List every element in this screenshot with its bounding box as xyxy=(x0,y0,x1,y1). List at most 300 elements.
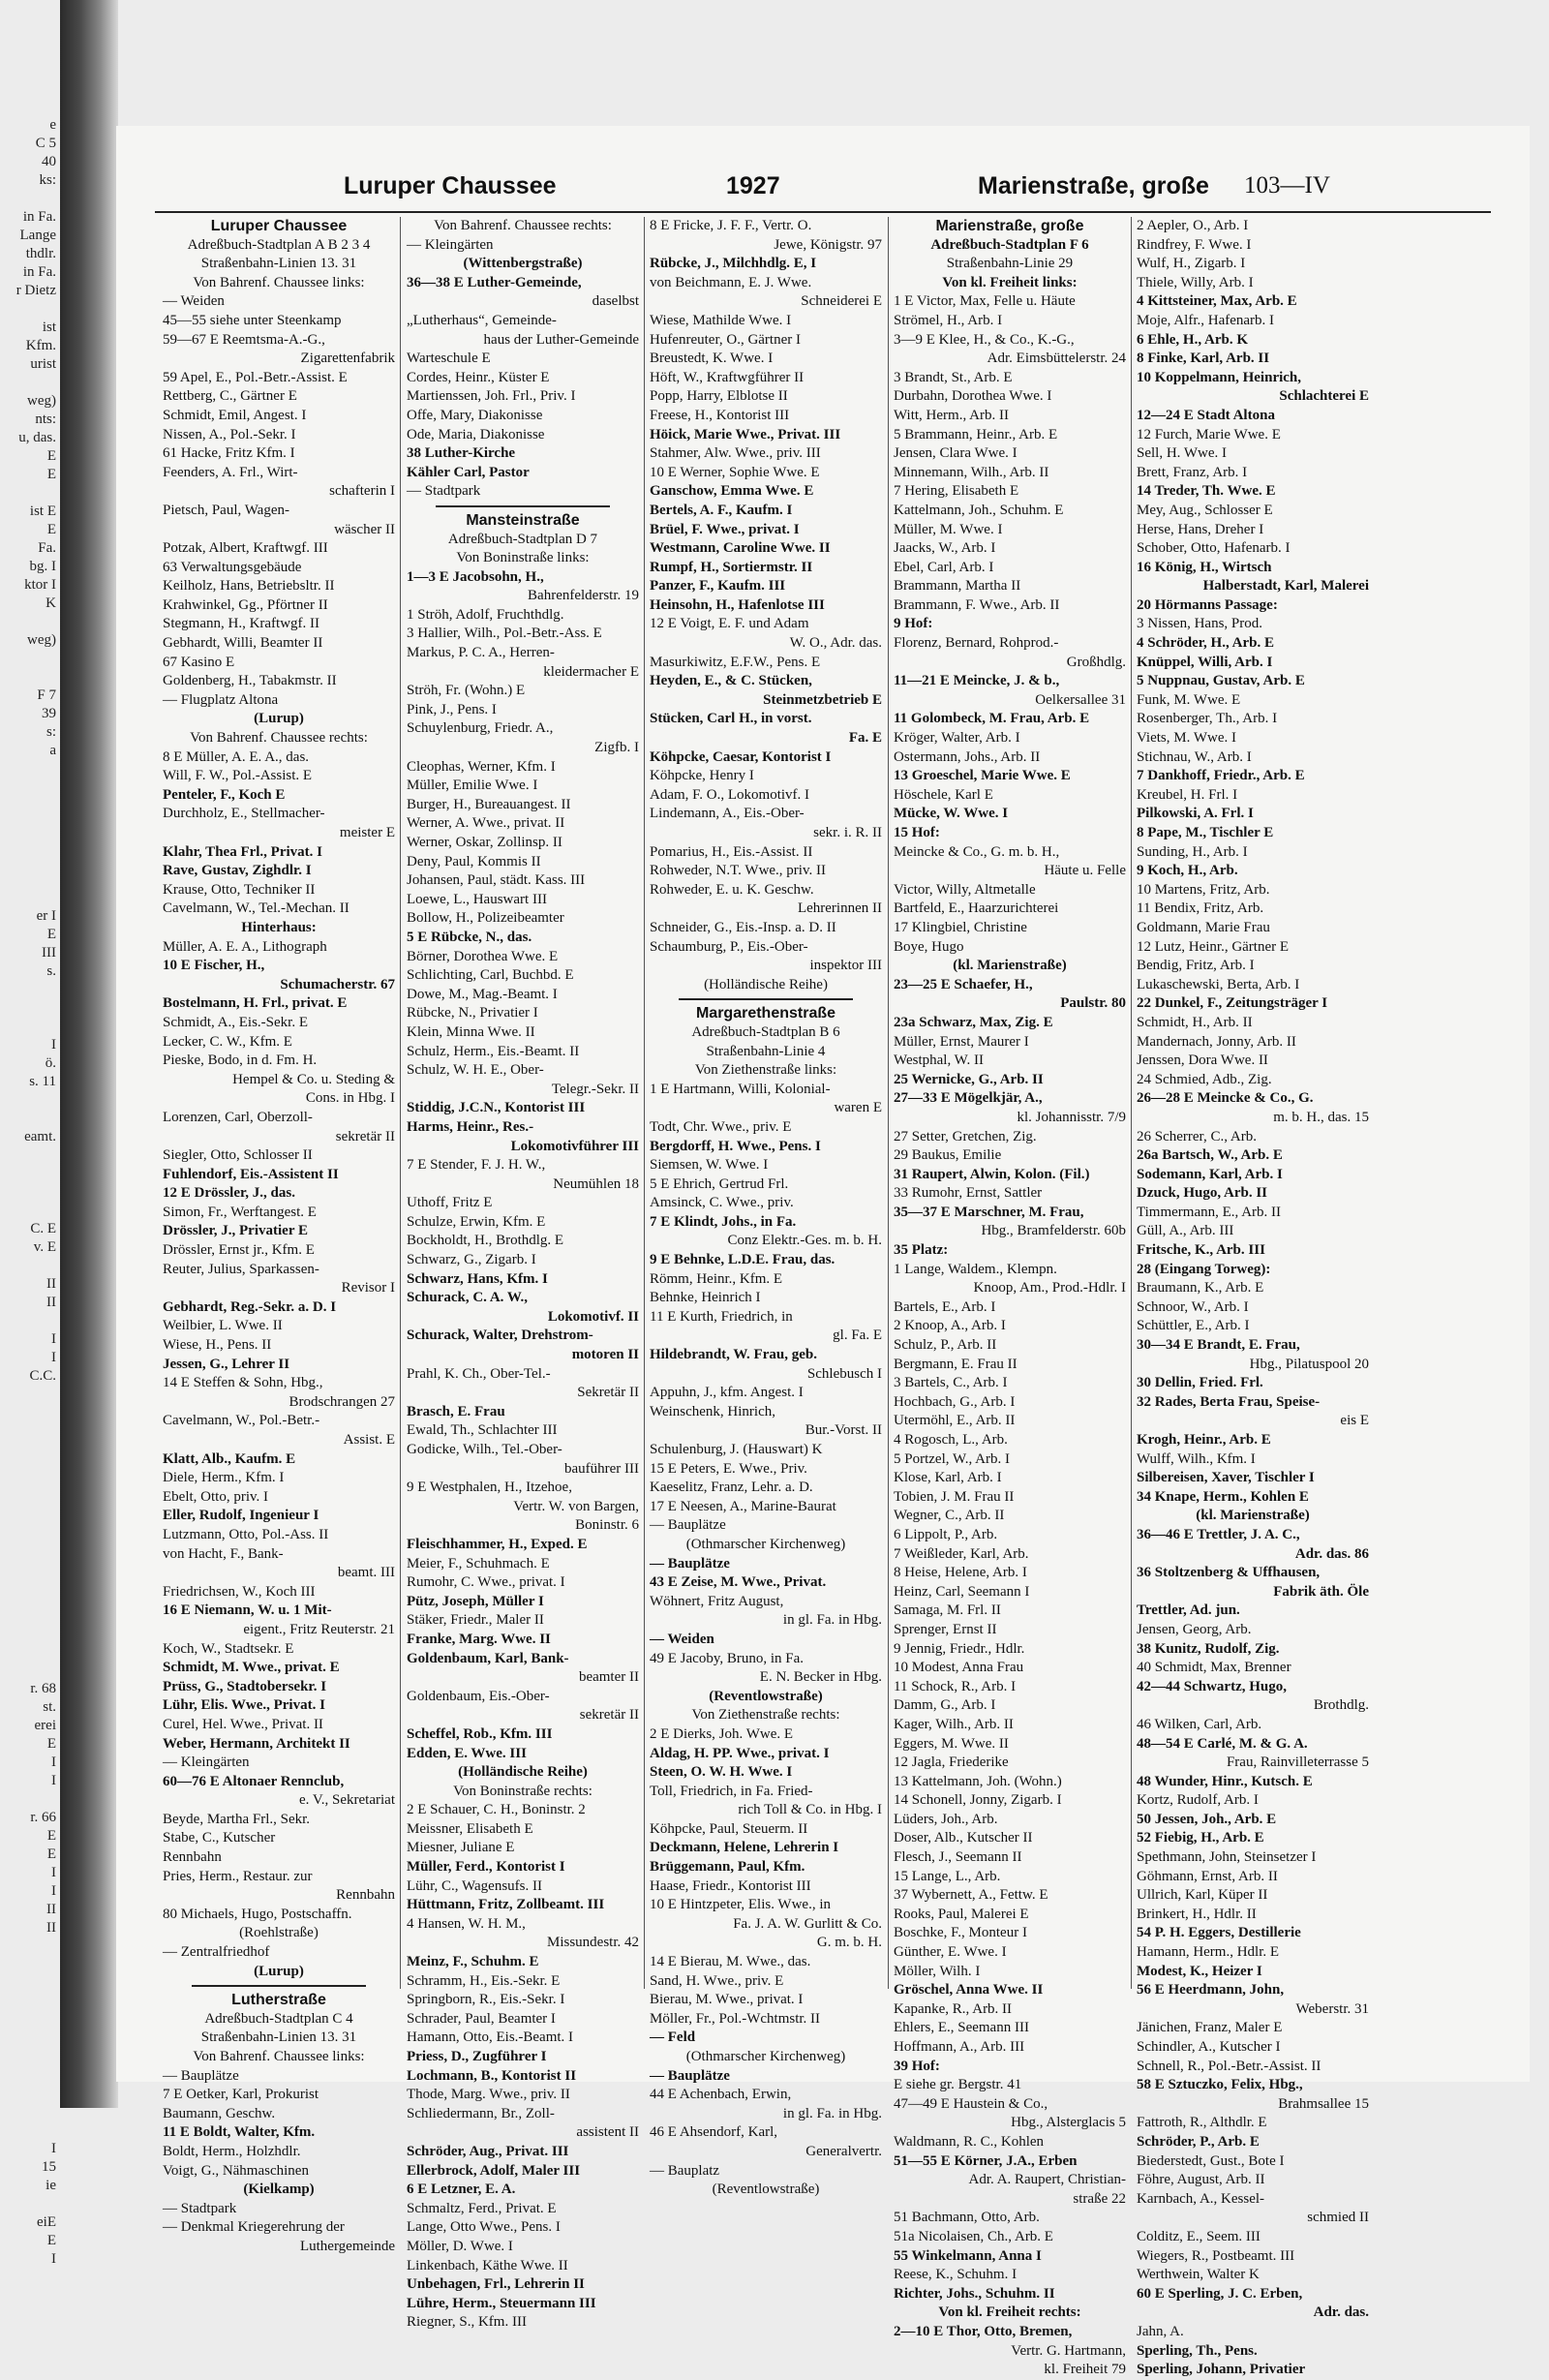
directory-entry: 10 Modest, Anna Frau xyxy=(894,1660,1024,1676)
directory-entry: Schramm, H., Eis.-Sekr. E xyxy=(407,1972,561,1989)
directory-entry: (Othmarscher Kirchenweg) xyxy=(685,1536,846,1552)
directory-entry: 24 Schmied, Adb., Zig. xyxy=(1137,1071,1272,1087)
directory-entry: Potzak, Albert, Kraftwgf. III xyxy=(163,540,328,557)
directory-entry: Schober, Otto, Hafenarb. I xyxy=(1137,540,1291,557)
directory-entry: Jewe, Königstr. 97 xyxy=(774,236,882,253)
prev-page-line xyxy=(0,613,60,631)
directory-entry: Wulf, H., Zigarb. I xyxy=(1137,256,1246,272)
directory-entry: Boldt, Herm., Holzhdlr. xyxy=(163,2143,301,2159)
directory-entry: Meissner, Elisabeth E xyxy=(407,1820,533,1837)
directory-entry: Wiegers, R., Postbeamt. III xyxy=(1137,2247,1295,2264)
directory-entry: — Weiden xyxy=(163,293,225,310)
directory-entry: Lüders, Joh., Arb. xyxy=(894,1811,998,1827)
directory-entry: Cavelmann, W., Tel.-Mechan. II xyxy=(163,900,349,917)
directory-entry: 9 E Behnke, L.D.E. Frau, das. xyxy=(650,1252,835,1268)
directory-entry: Sunding, H., Arb. I xyxy=(1137,843,1248,860)
directory-entry: Rennbahn xyxy=(163,1849,222,1866)
directory-entry: Möller, Wilh. I xyxy=(894,1963,981,1979)
directory-entry: Lecker, C. W., Kfm. E xyxy=(163,1033,292,1050)
prev-page-line: ist xyxy=(42,320,56,335)
directory-entry: Von Bahrenf. Chaussee rechts: xyxy=(190,730,368,747)
directory-entry: Feenders, A. Frl., Wirt- xyxy=(163,464,298,480)
directory-entry: Friedrichsen, W., Koch III xyxy=(163,1583,316,1600)
directory-entry: Tobien, J. M. Frau II xyxy=(894,1488,1015,1505)
directory-entry: Loewe, L., Hauswart III xyxy=(407,891,547,907)
directory-entry: 3 Hallier, Wilh., Pol.-Betr.-Ass. E xyxy=(407,626,602,642)
directory-entry: Adr. das. 86 xyxy=(1294,1545,1369,1562)
directory-entry: 67 Kasino E xyxy=(163,654,235,670)
directory-entry: 58 E Sztuczko, Felix, Hbg., xyxy=(1137,2077,1303,2093)
directory-entry: 2—10 E Thor, Otto, Bremen, xyxy=(894,2323,1073,2339)
directory-entry: 4 Hansen, W. H. M., xyxy=(407,1915,526,1932)
directory-entry: 17 Klingbiel, Christine xyxy=(894,919,1027,935)
directory-entry: Schmidt, M. Wwe., privat. E xyxy=(163,1660,340,1676)
prev-page-line xyxy=(0,1551,60,1570)
directory-entry: Schlachterei E xyxy=(1279,388,1369,405)
prev-page-line xyxy=(0,1386,60,1404)
directory-entry: 8 Heise, Helene, Arb. I xyxy=(894,1565,1027,1581)
directory-entry: Lochmann, B., Kontorist II xyxy=(407,2067,577,2084)
directory-entry: 17 E Neesen, A., Marine-Baurat xyxy=(650,1498,836,1514)
directory-entry: Reese, K., Schuhm. I xyxy=(894,2267,1017,2283)
directory-entry: Von kl. Freiheit rechts: xyxy=(938,2304,1081,2321)
directory-entry: Goldenberg, H., Tabakmstr. II xyxy=(163,673,337,689)
directory-entry: Cavelmann, W., Pol.-Betr.- xyxy=(163,1413,320,1429)
directory-entry: Bierau, M. Wwe., privat. I xyxy=(650,1992,804,2008)
directory-entry: Bockholdt, H., Brothdlg. E xyxy=(407,1233,564,1249)
directory-entry: Behnke, Heinrich I xyxy=(650,1290,761,1306)
directory-entry: Biederstedt, Gust., Bote I xyxy=(1137,2152,1285,2169)
directory-entry: 32 Rades, Berta Frau, Speise- xyxy=(1137,1393,1321,1410)
prev-page-line xyxy=(0,2103,60,2121)
directory-entry: 7 E Klindt, Johs., in Fa. xyxy=(650,1213,797,1230)
street-heading: Lutherstraße xyxy=(231,1992,326,2009)
directory-entry: von Beichmann, E. J. Wwe. xyxy=(650,274,812,290)
directory-entry: Fritsche, K., Arb. III xyxy=(1137,1242,1265,1259)
directory-entry: Rettberg, C., Gärtner E xyxy=(163,388,297,405)
prev-page-line: r Dietz xyxy=(15,283,56,298)
directory-entry: Unbehagen, Frl., Lehrerin II xyxy=(407,2276,585,2293)
directory-entry: Adreßbuch-Stadtplan A B 2 3 4 xyxy=(187,236,371,253)
directory-entry: Kattelmann, Joh., Schuhm. E xyxy=(894,502,1064,518)
prev-page-line xyxy=(0,889,60,907)
directory-entry: Fabrik äth. Öle xyxy=(1273,1583,1369,1600)
directory-entry: Ode, Maria, Diakonisse xyxy=(407,426,545,442)
directory-entry: (kl. Marienstraße) xyxy=(953,958,1067,974)
directory-entry: Amsinck, C. Wwe., priv. xyxy=(650,1195,794,1211)
directory-entry: 50 Jessen, Joh., Arb. E xyxy=(1137,1811,1277,1827)
directory-entry: 43 E Zeise, M. Wwe., Privat. xyxy=(650,1574,827,1591)
header-street-left: Luruper Chaussee xyxy=(344,172,557,199)
directory-entry: — Zentralfriedhof xyxy=(163,1944,270,1961)
directory-entry: 46 E Ahsendorf, Karl, xyxy=(650,2124,778,2141)
directory-entry: 36—46 E Trettler, J. A. C., xyxy=(1137,1526,1300,1542)
directory-entry: Pilkowski, A. Frl. I xyxy=(1137,806,1254,822)
directory-entry: Brüggemann, Paul, Kfm. xyxy=(650,1859,805,1876)
directory-entry: Straßenbahn-Linien 13. 31 xyxy=(200,2029,357,2046)
column-3 xyxy=(650,217,882,2198)
directory-entry: (Reventlowstraße) xyxy=(712,2182,820,2198)
directory-entry: Modest, K., Heizer I xyxy=(1137,1963,1262,1979)
directory-entry: Römm, Heinr., Kfm. E xyxy=(650,1270,783,1287)
directory-entry: Häute u. Felle xyxy=(1044,863,1126,879)
directory-entry: Kaeselitz, Franz, Lehr. a. D. xyxy=(650,1480,813,1496)
directory-entry: — Bauplatz xyxy=(650,2162,720,2179)
directory-entry: Westmann, Caroline Wwe. II xyxy=(650,540,831,557)
directory-entry: Rennbahn xyxy=(336,1887,395,1904)
directory-entry: 20 Hörmanns Passage: xyxy=(1137,596,1278,613)
directory-entry: Schnoor, W., Arb. I xyxy=(1137,1298,1249,1315)
page-header xyxy=(232,172,1481,211)
directory-entry: Großhdlg. xyxy=(1066,654,1126,670)
prev-page-line xyxy=(0,1570,60,1588)
directory-entry: Schulz, P., Arb. II xyxy=(894,1337,997,1354)
directory-entry: Sand, H. Wwe., priv. E xyxy=(650,1972,784,1989)
directory-entry: Missundestr. 42 xyxy=(546,1935,639,1951)
directory-entry: Riegner, S., Kfm. III xyxy=(407,2314,527,2331)
directory-entry: 2 Knoop, A., Arb. I xyxy=(894,1318,1006,1334)
prev-page-line xyxy=(0,1091,60,1110)
directory-entry: Knoop, Am., Prod.-Hdlr. I xyxy=(973,1280,1126,1297)
book-spine xyxy=(60,0,118,2108)
directory-entry: Jensen, Georg, Arb. xyxy=(1137,1621,1252,1637)
directory-entry: Klein, Minna Wwe. II xyxy=(407,1023,535,1040)
directory-entry: Rumohr, C. Wwe., privat. I xyxy=(407,1574,565,1591)
directory-entry: 55 Winkelmann, Anna I xyxy=(894,2247,1042,2264)
directory-entry: Bendig, Fritz, Arb. I xyxy=(1137,958,1255,974)
directory-entry: 9 Jennig, Friedr., Hdlr. xyxy=(894,1640,1025,1657)
directory-entry: (Holländische Reihe) xyxy=(704,976,828,992)
directory-entry: Wulff, Wilh., Kfm. I xyxy=(1137,1450,1256,1467)
directory-entry: 11 E Boldt, Walter, Kfm. xyxy=(163,2124,316,2141)
directory-entry: Schindler, A., Kutscher I xyxy=(1137,2039,1281,2055)
directory-entry: 14 Schonell, Jonny, Zigarb. I xyxy=(894,1792,1062,1809)
directory-entry: Pütz, Joseph, Müller I xyxy=(407,1593,544,1609)
directory-entry: Sell, H. Wwe. I xyxy=(1137,445,1228,462)
directory-entry: Fleischhammer, H., Exped. E xyxy=(407,1536,588,1552)
directory-entry: Telegr.-Sekr. II xyxy=(551,1081,639,1097)
directory-entry: Beyde, Martha Frl., Sekr. xyxy=(163,1811,311,1827)
directory-entry: Stiddig, J.C.N., Kontorist III xyxy=(407,1100,586,1116)
directory-entry: Durchholz, E., Stellmacher- xyxy=(163,806,325,822)
directory-entry: 10 Martens, Fritz, Arb. xyxy=(1137,881,1270,898)
directory-entry: Güll, A., Arb. III xyxy=(1137,1223,1234,1239)
directory-entry: 27 Setter, Gretchen, Zig. xyxy=(894,1128,1037,1144)
directory-entry: 3 Nissen, Hans, Prod. xyxy=(1137,616,1262,632)
prev-page-line xyxy=(0,1183,60,1202)
prev-page-line xyxy=(0,190,60,208)
directory-entry: 11 E Kurth, Friedrich, in xyxy=(650,1308,793,1325)
directory-entry: bauführer III xyxy=(563,1460,639,1477)
directory-entry: Vertr. G. Hartmann, xyxy=(1011,2342,1126,2359)
directory-entry: Neumühlen 18 xyxy=(553,1175,639,1192)
directory-entry: Börner, Dorothea Wwe. E xyxy=(407,948,559,964)
directory-entry: Straßenbahn-Linie 4 xyxy=(706,1043,826,1059)
directory-entry: 5 Portzel, W., Arb. I xyxy=(894,1450,1010,1467)
directory-entry: 5 E Ehrich, Gertrud Frl. xyxy=(650,1175,789,1192)
directory-entry: 51—55 E Körner, J.A., Erben xyxy=(894,2152,1078,2169)
directory-entry: 3—9 E Klee, H., & Co., K.-G., xyxy=(894,331,1075,348)
directory-entry: Boye, Hugo xyxy=(894,938,964,955)
directory-entry: 5 Nuppnau, Gustav, Arb. E xyxy=(1137,673,1305,689)
prev-page-line xyxy=(0,1110,60,1128)
prev-page-line: Kfm. xyxy=(25,338,56,353)
column-1 xyxy=(163,217,395,2254)
directory-entry: 10 E Werner, Sophie Wwe. E xyxy=(650,464,820,480)
directory-entry: 35—37 E Marschner, M. Frau, xyxy=(894,1204,1084,1220)
directory-entry: Silbereisen, Xaver, Tischler I xyxy=(1137,1470,1315,1486)
directory-entry: Schuylenburg, Friedr. A., xyxy=(407,720,554,737)
street-heading: Marienstraße, große xyxy=(935,218,1084,234)
prev-page-line: E xyxy=(46,1736,56,1752)
directory-entry: Priess, D., Zugführer I xyxy=(407,2049,547,2064)
directory-entry: Kapanke, R., Arb. II xyxy=(894,2000,1013,2017)
directory-entry: 13 Groeschel, Marie Wwe. E xyxy=(894,768,1071,784)
directory-entry: Lutzmann, Otto, Pol.-Ass. II xyxy=(163,1526,329,1542)
directory-entry: 48—54 E Carlé, M. & G. A. xyxy=(1137,1735,1308,1752)
directory-entry: Weberstr. 31 xyxy=(1295,2000,1369,2017)
directory-entry: meister E xyxy=(339,825,395,840)
prev-page-line: II xyxy=(46,1902,56,1917)
directory-entry: Paulstr. 80 xyxy=(1060,995,1126,1012)
directory-entry: Weilbier, L. Wwe. II xyxy=(163,1318,283,1334)
directory-entry: Bur.-Vorst. II xyxy=(805,1422,882,1439)
directory-entry: 9 Hof: xyxy=(894,616,933,632)
directory-entry: Meier, F., Schuhmach. E xyxy=(407,1555,550,1571)
directory-entry: 15 E Peters, E. Wwe., Priv. xyxy=(650,1460,807,1477)
prev-page-line: bg. I xyxy=(29,559,56,574)
prev-page-line: s. 11 xyxy=(29,1074,56,1089)
prev-page-line xyxy=(0,870,60,889)
directory-entry: Todt, Chr. Wwe., priv. E xyxy=(650,1118,792,1135)
directory-entry: Sodemann, Karl, Arb. I xyxy=(1137,1166,1283,1182)
directory-entry: (Lurup) xyxy=(254,1963,304,1979)
directory-entry: 42—44 Schwartz, Hugo, xyxy=(1137,1678,1287,1694)
prev-page-line xyxy=(0,1514,60,1533)
directory-entry: Minnemann, Wilh., Arb. II xyxy=(894,464,1049,480)
directory-entry: Timmermann, E., Arb. II xyxy=(1137,1204,1282,1220)
directory-entry: Steinmetzbetrieb E xyxy=(763,691,882,708)
directory-entry: Durbahn, Dorothea Wwe. I xyxy=(894,388,1052,405)
directory-entry: Conz Elektr.-Ges. m. b. H. xyxy=(727,1233,882,1249)
directory-entry: Schmidt, H., Arb. II xyxy=(1137,1014,1253,1030)
directory-entry: Boschke, F., Monteur I xyxy=(894,1925,1027,1941)
directory-entry: schmied II xyxy=(1307,2210,1369,2226)
prev-page-line xyxy=(0,668,60,687)
directory-entry: beamt. III xyxy=(337,1565,395,1581)
directory-entry: 15 Hof: xyxy=(894,825,940,840)
directory-entry: 7 E Stender, F. J. H. W., xyxy=(407,1157,546,1174)
directory-entry: Fuhlendorf, Eis.-Assistent II xyxy=(163,1166,339,1182)
directory-entry: Revisor I xyxy=(341,1280,395,1297)
prev-page-line xyxy=(0,1459,60,1478)
directory-entry: Lange, Otto Wwe., Pens. I xyxy=(407,2219,561,2236)
street-heading: Luruper Chaussee xyxy=(210,218,348,234)
directory-entry: Schwarz, G., Zigarb. I xyxy=(407,1252,536,1268)
directory-entry: 10 E Hintzpeter, Elis. Wwe., in xyxy=(650,1897,831,1913)
directory-entry: sekretär II xyxy=(335,1128,395,1144)
prev-page-line xyxy=(0,2066,60,2085)
prev-page-line: weg) xyxy=(27,393,56,409)
directory-entry: eigent., Fritz Reuterstr. 21 xyxy=(243,1621,395,1637)
prev-page-line xyxy=(0,1496,60,1514)
directory-entry: Westphal, W. II xyxy=(894,1053,984,1069)
directory-entry: Kähler Carl, Pastor xyxy=(407,464,530,480)
directory-entry: kleidermacher E xyxy=(543,663,639,680)
directory-entry: Bergdorff, H. Wwe., Pens. I xyxy=(650,1138,821,1154)
directory-entry: Springborn, R., Eis.-Sekr. I xyxy=(407,1992,565,2008)
directory-entry: 60 E Sperling, J. C. Erben, xyxy=(1137,2285,1303,2302)
directory-entry: 7 Hering, Elisabeth E xyxy=(894,483,1019,500)
directory-entry: Penteler, F., Koch E xyxy=(163,786,286,803)
prev-page-line: 15 xyxy=(42,2159,56,2175)
prev-page-line xyxy=(0,2011,60,2029)
directory-entry: Bahrenfelderstr. 19 xyxy=(528,588,639,604)
directory-entry: Von Bahrenf. Chaussee links: xyxy=(193,2049,365,2064)
directory-entry: Müller, Emilie Wwe. I xyxy=(407,778,538,794)
directory-entry: Schwarz, Hans, Kfm. I xyxy=(407,1270,548,1287)
prev-page-line xyxy=(0,1404,60,1422)
section-separator xyxy=(192,1985,366,1987)
directory-entry: Breustedt, K. Wwe. I xyxy=(650,351,774,367)
directory-entry: Möller, Fr., Pol.-Wchtmstr. II xyxy=(650,2010,821,2027)
directory-entry: Deny, Paul, Kommis II xyxy=(407,853,541,870)
directory-entry: 1 E Victor, Max, Felle u. Häute xyxy=(894,293,1076,310)
prev-page-line: eamt. xyxy=(24,1129,56,1144)
directory-entry: Knüppel, Willi, Arb. I xyxy=(1137,654,1273,670)
directory-entry: Jensen, Clara Wwe. I xyxy=(894,445,1017,462)
directory-entry: (Kielkamp) xyxy=(243,2182,315,2198)
directory-entry: Rosenberger, Th., Arb. I xyxy=(1137,711,1278,727)
directory-entry: assistent II xyxy=(576,2124,639,2141)
directory-entry: 39 Hof: xyxy=(894,2058,940,2074)
prev-page-line xyxy=(0,1422,60,1441)
directory-entry: 3 Brandt, St., Arb. E xyxy=(894,369,1013,385)
directory-entry: Flesch, J., Seemann II xyxy=(894,1849,1022,1866)
directory-entry: Funk, M. Wwe. E xyxy=(1137,691,1241,708)
directory-entry: Krause, Otto, Techniker II xyxy=(163,881,316,898)
directory-entry: 16 König, H., Wirtsch xyxy=(1137,559,1272,575)
directory-entry: Hbg., Bramfelderstr. 60b xyxy=(981,1223,1126,1239)
prev-page-line xyxy=(0,1441,60,1459)
directory-entry: Eller, Rudolf, Ingenieur I xyxy=(163,1508,319,1524)
prev-page-line xyxy=(0,2195,60,2213)
directory-entry: Edden, E. Wwe. III xyxy=(407,1745,527,1761)
directory-entry: 12 Furch, Marie Wwe. E xyxy=(1137,426,1281,442)
directory-entry: Heinz, Carl, Seemann I xyxy=(894,1583,1030,1600)
directory-entry: Goldenbaum, Karl, Bank- xyxy=(407,1650,569,1666)
directory-entry: Hildebrandt, W. Frau, geb. xyxy=(650,1347,817,1363)
directory-entry: Brammann, Martha II xyxy=(894,578,1021,595)
directory-entry: von Hacht, F., Bank- xyxy=(163,1545,284,1562)
prev-page-line: III xyxy=(42,945,56,961)
directory-entry: 3 Bartels, C., Arb. I xyxy=(894,1375,1008,1391)
directory-entry: Bertels, A. F., Kaufm. I xyxy=(650,502,793,518)
column-divider xyxy=(400,217,401,1989)
directory-entry: Krahwinkel, Gg., Pförtner II xyxy=(163,596,328,613)
prev-page-line: in Fa. xyxy=(22,209,56,225)
directory-entry: Müller, A. E. A., Lithograph xyxy=(163,938,327,955)
prev-page-line: I xyxy=(51,2251,56,2267)
directory-entry: Müller, Ernst, Maurer I xyxy=(894,1033,1029,1050)
prev-page-line: r. 68 xyxy=(30,1681,56,1696)
prev-page-line xyxy=(0,1790,60,1809)
directory-entry: 22 Dunkel, F., Zeitungsträger I xyxy=(1137,995,1328,1012)
directory-entry: 52 Fiebig, H., Arb. E xyxy=(1137,1830,1264,1846)
directory-entry: — Bauplätze xyxy=(650,1517,726,1534)
directory-entry: Burger, H., Bureauangest. II xyxy=(407,796,571,812)
prev-page-line: E xyxy=(46,467,56,482)
prev-page-line: ie xyxy=(46,2178,56,2193)
prev-page-line: in Fa. xyxy=(22,264,56,280)
directory-entry: Sekretär II xyxy=(577,1385,639,1401)
directory-entry: E siehe gr. Bergstr. 41 xyxy=(894,2077,1022,2093)
directory-entry: sekretär II xyxy=(579,1707,639,1724)
directory-entry: Hamann, Otto, Eis.-Beamt. I xyxy=(407,2029,574,2046)
directory-entry: Lorenzen, Carl, Oberzoll- xyxy=(163,1109,313,1125)
directory-entry: Schmidt, Emil, Angest. I xyxy=(163,407,307,423)
prev-page-line: E xyxy=(46,448,56,464)
prev-page-line: weg) xyxy=(27,632,56,648)
prev-page-line xyxy=(0,1993,60,2011)
directory-entry: Generalvertr. xyxy=(805,2143,882,2159)
directory-entry: 35 Platz: xyxy=(894,1242,949,1259)
directory-entry: Stegmann, H., Kraftwgf. II xyxy=(163,616,320,632)
prev-page-line: I xyxy=(51,1754,56,1770)
directory-entry: Lehrerinnen II xyxy=(797,900,882,917)
directory-entry: Bergmann, E. Frau II xyxy=(894,1356,1017,1372)
directory-entry: Strömel, H., Arb. I xyxy=(894,312,1003,328)
directory-entry: Rumpf, H., Sortiermstr. II xyxy=(650,559,813,575)
directory-entry: Dowe, M., Mag.-Beamt. I xyxy=(407,986,558,1002)
directory-entry: Haase, Friedr., Kontorist III xyxy=(650,1877,811,1894)
directory-entry: Ullrich, Karl, Küper II xyxy=(1137,1887,1268,1904)
directory-entry: kl. Freiheit 79 xyxy=(1044,2362,1126,2378)
prev-page-line: r. 66 xyxy=(30,1810,56,1825)
directory-entry: Harms, Heinr., Res.- xyxy=(407,1118,534,1135)
directory-entry: (Holländische Reihe) xyxy=(458,1764,588,1781)
directory-entry: inspektor III xyxy=(809,958,882,974)
directory-entry: sekr. i. R. II xyxy=(813,825,882,840)
prev-page-line xyxy=(0,1146,60,1165)
prev-page-line: eiE xyxy=(37,2214,56,2230)
directory-entry: Schnell, R., Pol.-Betr.-Assist. II xyxy=(1137,2058,1321,2074)
directory-entry: Gebhardt, Reg.-Sekr. a. D. I xyxy=(163,1298,337,1315)
directory-entry: Ebel, Carl, Arb. I xyxy=(894,559,994,575)
prev-page-line: E xyxy=(46,1828,56,1844)
prev-page-line xyxy=(0,2085,60,2103)
directory-entry: Von kl. Freiheit links: xyxy=(942,274,1078,290)
directory-entry: Brüel, F. Wwe., privat. I xyxy=(650,521,800,537)
directory-entry: 14 E Steffen & Sohn, Hbg., xyxy=(163,1375,323,1391)
directory-entry: Brahmsallee 15 xyxy=(1278,2095,1369,2112)
directory-entry: Thode, Marg. Wwe., priv. II xyxy=(407,2087,570,2103)
directory-entry: Schmaltz, Ferd., Privat. E xyxy=(407,2200,557,2216)
directory-entry: Miesner, Juliane E xyxy=(407,1840,515,1856)
prev-page-line: C 5 xyxy=(35,136,56,151)
directory-entry: Brodschrangen 27 xyxy=(289,1393,395,1410)
directory-entry: Lindemann, A., Eis.-Ober- xyxy=(650,806,805,822)
directory-entry: Curel, Hel. Wwe., Privat. II xyxy=(163,1716,323,1732)
directory-entry: Goldenbaum, Eis.-Ober- xyxy=(407,1688,550,1704)
directory-entry: (kl. Marienstraße) xyxy=(1196,1508,1310,1524)
directory-entry: 30 Dellin, Fried. Frl. xyxy=(1137,1375,1263,1391)
directory-entry: Rave, Gustav, Zighdlr. I xyxy=(163,863,312,879)
directory-entry: Stabe, C., Kutscher xyxy=(163,1830,276,1846)
directory-entry: Florenz, Bernard, Rohprod.- xyxy=(894,635,1059,652)
directory-entry: Keilholz, Hans, Betriebsltr. II xyxy=(163,578,335,595)
directory-entry: Pomarius, H., Eis.-Assist. II xyxy=(650,843,813,860)
